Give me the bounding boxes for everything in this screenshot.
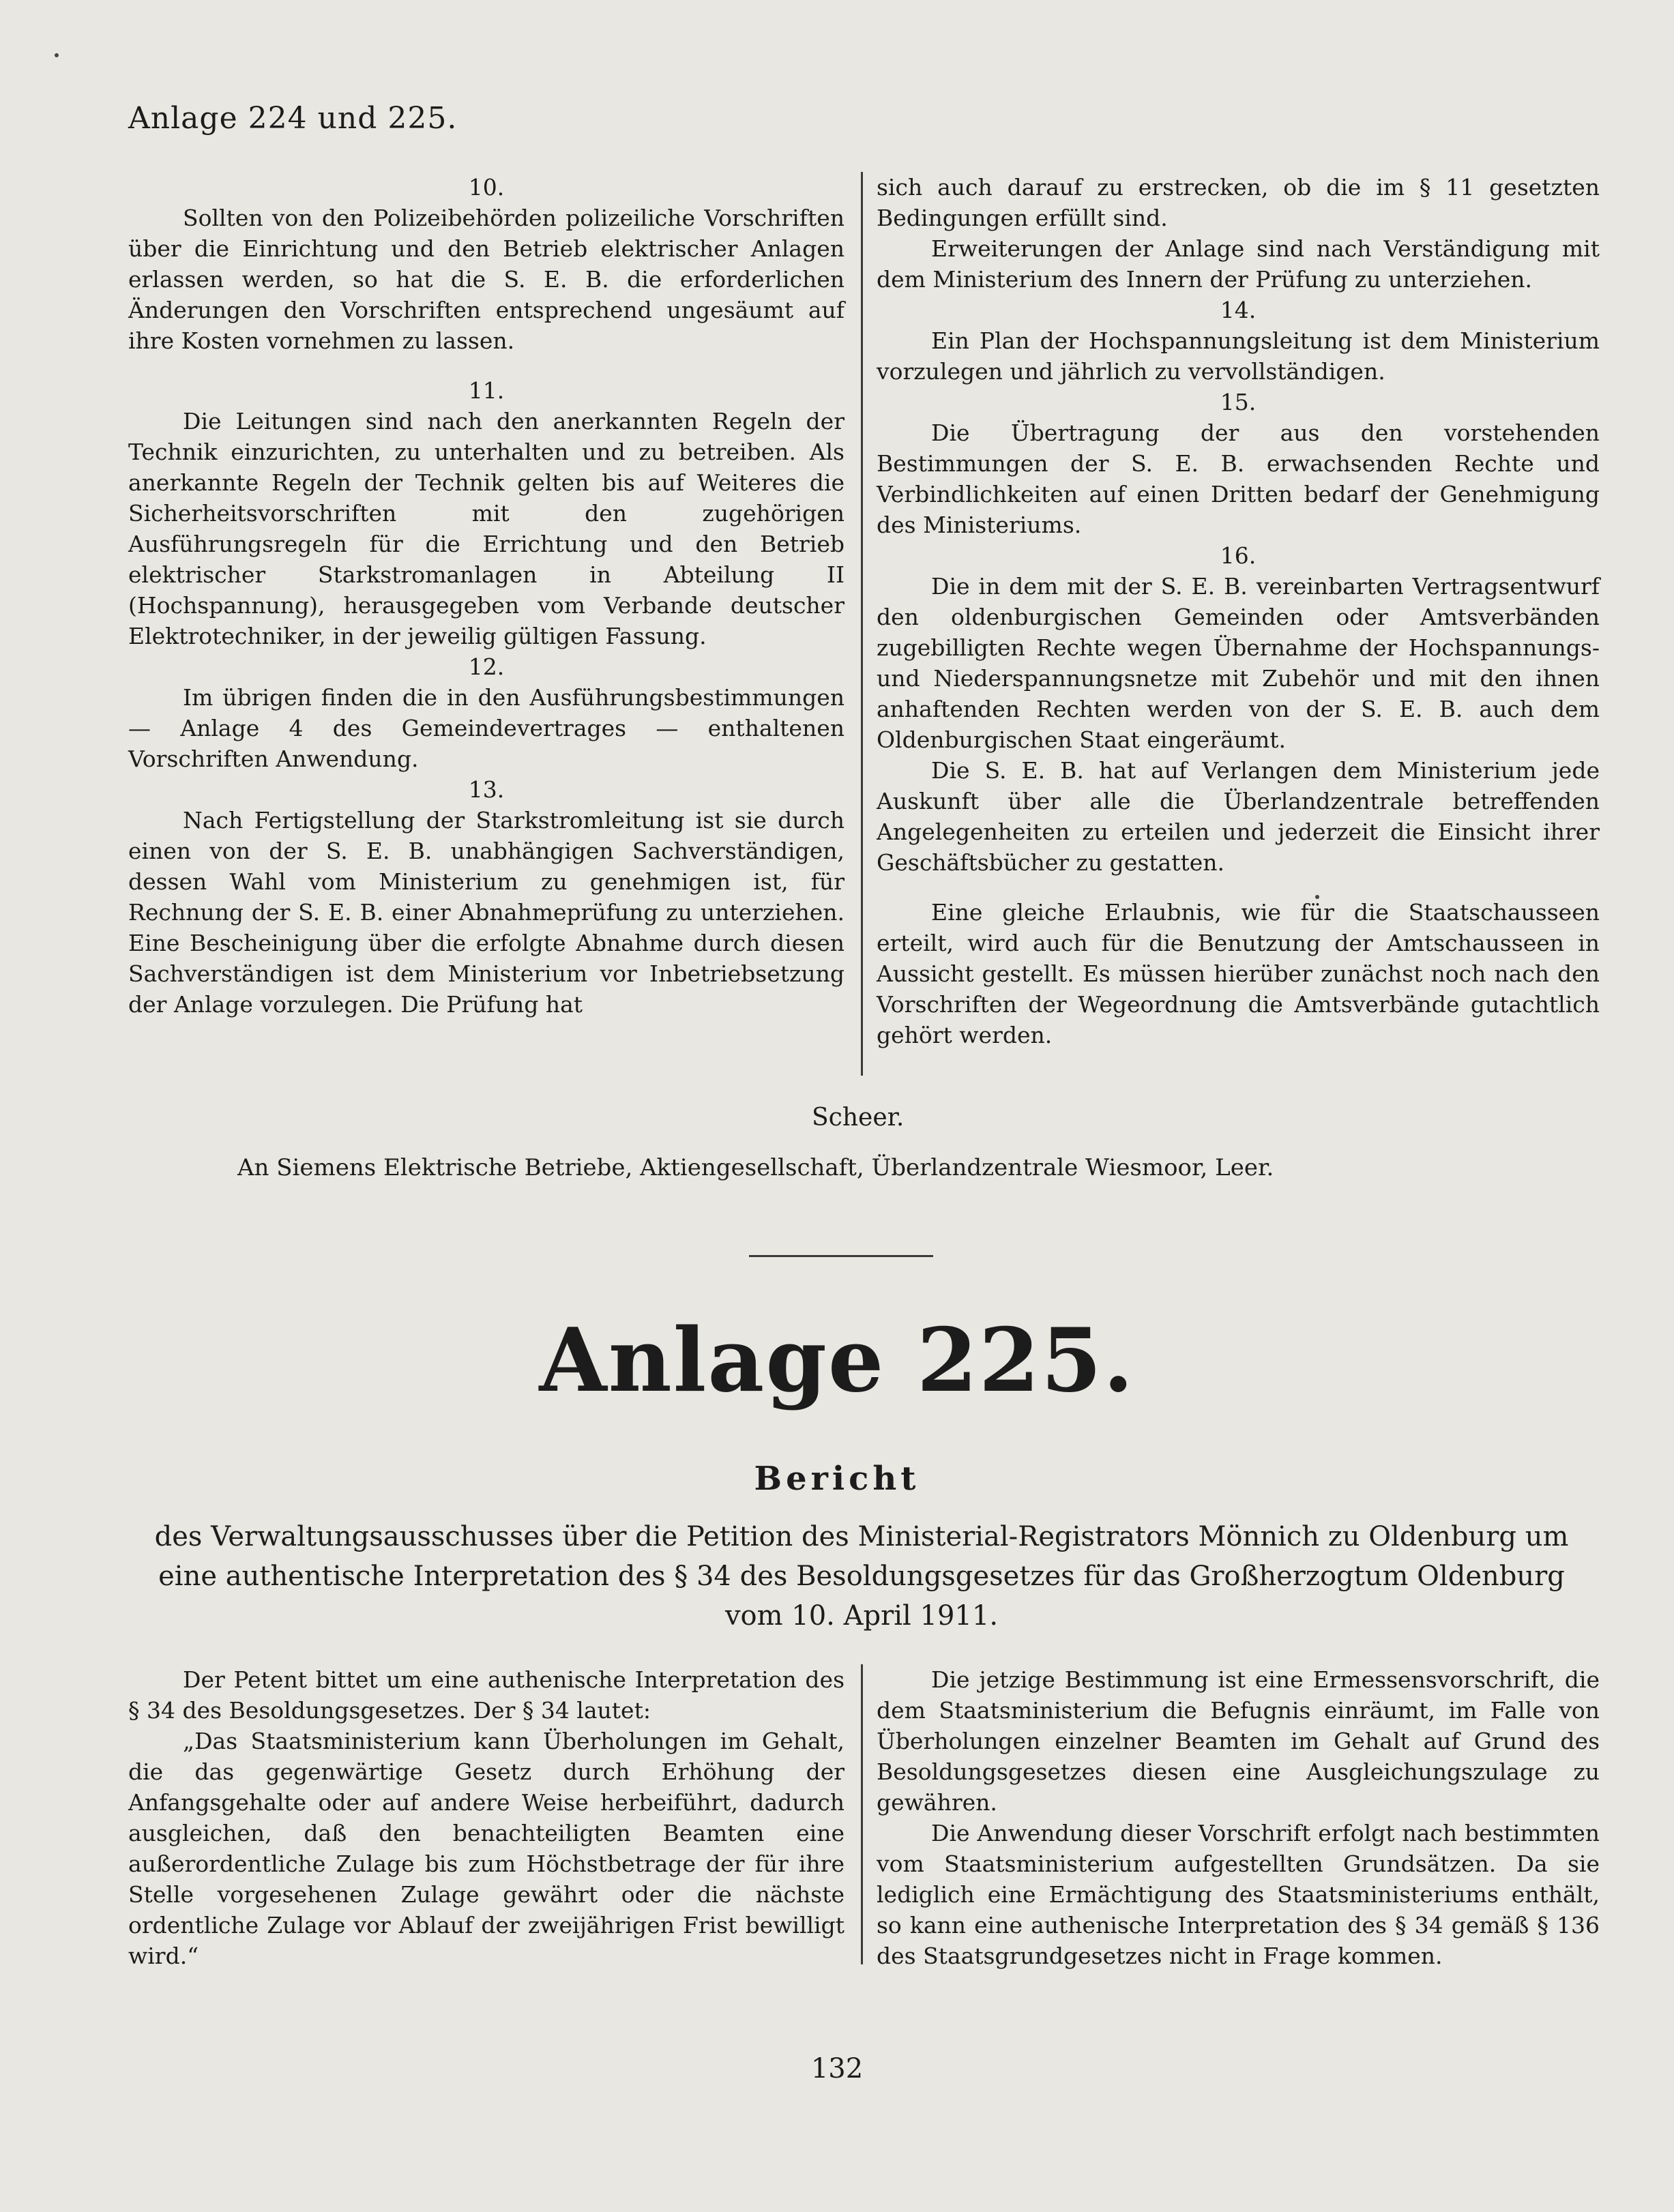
paragraph: Der Petent bittet um eine authenische Interpretation des § 34 des Besoldungsgesetzes. Der § 34 lautet: bbox=[128, 1666, 845, 1724]
section-number: 14. bbox=[1220, 297, 1257, 323]
quoted-paragraph: „Das Staatsministerium kann Überholungen im Gehalt, die das gegenwärtige Gesetz durch Erhöhung der Anfangsgehalte oder auf andere Weise herbeiführt, dadurch ausgleichen, daß den benachteiligten Beamten eine außerordentliche Zulage bis zum Höchstbetrage der für ihre Stelle vorgesehenen Zulage gewährt oder die nächste ordentliche Zulage vor Ablauf der zweijährigen Frist bewilligt wird.“ bbox=[128, 1728, 845, 1969]
paragraph: Die S. E. B. hat auf Verlangen dem Ministerium jede Auskunft über alle die Überlandzentrale betreffenden Angelegenheiten zu erteilen und jederzeit die Einsicht ihrer Geschäftsbücher zu gestatten. bbox=[877, 757, 1600, 876]
section-separator bbox=[749, 1255, 933, 1257]
paragraph: Die Anwendung dieser Vorschrift erfolgt nach bestimmten vom Staatsministerium aufgestellten Grundsätzen. Da sie lediglich eine Ermächtigung des Staatsministeriums enthält, so kann eine authenische Interpretation des § 34 gemäß § 136 des Staatsgrundgesetzes nicht in Frage kommen. bbox=[877, 1820, 1600, 1969]
section-number: 11. bbox=[468, 377, 505, 404]
spacer bbox=[877, 878, 1600, 897]
right-column-bottom bbox=[877, 1664, 1600, 1971]
signature: Scheer. bbox=[812, 1104, 905, 1132]
column-divider bbox=[861, 1664, 863, 1964]
paragraph: Die in dem mit der S. E. B. vereinbarten Vertragsentwurf den oldenburgischen Gemeinden oder Amtsverbänden zugebilligten Rechte wegen Übernahme der Hochspannungs- und Niederspannungsnetze mit Zubehör und mit den ihnen anhaftenden Rechten werden von der S. E. B. auch dem Oldenburgischen Staat eingeräumt. bbox=[877, 573, 1600, 753]
section-subtitle: Bericht bbox=[754, 1460, 920, 1498]
paragraph: Im übrigen finden die in den Ausführungsbestimmungen — Anlage 4 des Gemeindevertrages — enthaltenen Vorschriften Anwendung. bbox=[128, 684, 845, 772]
section-title: Anlage 225. bbox=[539, 1310, 1135, 1412]
left-column-top bbox=[128, 172, 845, 1020]
page-number: 132 bbox=[810, 2053, 864, 2084]
column-divider bbox=[861, 172, 863, 1076]
right-column-top bbox=[877, 172, 1600, 1050]
section-description: des Verwaltungsausschusses über die Petition des Ministerial-Registrators Mönnich zu Oldenburg um eine authentische Interpretation des § 34 des Besoldungsgesetzes für das Großherzogtum Oldenburg vom 10. April 1911. bbox=[154, 1521, 1569, 1632]
section-number: 16. bbox=[1220, 542, 1257, 569]
paragraph: Sollten von den Polizeibehörden polizeiliche Vorschriften über die Einrichtung und den Betrieb elektrischer Anlagen erlassen werden, so hat die S. E. B. die erforderlichen Änderungen den Vorschriften entsprechend ungesäumt auf ihre Kosten vornehmen zu lassen. bbox=[128, 205, 845, 354]
paragraph: Die Leitungen sind nach den anerkannten Regeln der Technik einzurichten, zu unterhalten und zu betreiben. Als anerkannte Regeln der Technik gelten bis auf Weiteres die Sicherheitsvorschriften mit den zugehörigen Ausführungsregeln für die Errichtung und den Betrieb elektrischer Starkstromanlagen in Abteilung II (Hochspannung), herausgegeben vom Verbande deutscher Elektrotechniker, in der jeweilig gültigen Fassung. bbox=[128, 408, 845, 649]
section-number: 15. bbox=[1220, 389, 1257, 415]
paragraph: Eine gleiche Erlaubnis, wie für die Staatschausseen erteilt, wird auch für die Benutzung der Amtschausseen in Aussicht gestellt. Es müssen hierüber zunächst noch nach den Vorschriften der Wegeordnung die Amtsverbände gutachtlich gehört werden. bbox=[877, 899, 1600, 1048]
paragraph: Die Übertragung der aus den vorstehenden Bestimmungen der S. E. B. erwachsenden Rechte und Verbindlichkeiten auf einen Dritten bedarf der Genehmigung des Ministeriums. bbox=[877, 419, 1600, 538]
paper-speck bbox=[55, 53, 59, 57]
paragraph: Ein Plan der Hochspannungsleitung ist dem Ministerium vorzulegen und jährlich zu vervollständigen. bbox=[877, 327, 1600, 385]
paragraph-continuation: sich auch darauf zu erstrecken, ob die im § 11 gesetzten Bedingungen erfüllt sind. bbox=[877, 174, 1600, 231]
spacer bbox=[128, 356, 845, 375]
page-header: Anlage 224 und 225. bbox=[128, 101, 458, 136]
section-number: 12. bbox=[468, 653, 505, 680]
paragraph: Die jetzige Bestimmung ist eine Ermessensvorschrift, die dem Staatsministerium die Befugnis einräumt, im Falle von Überholungen einzelner Beamten im Gehalt auf Grund des Besoldungsgesetzes diesen eine Ausgleichungszulage zu gewähren. bbox=[877, 1666, 1600, 1816]
left-column-bottom bbox=[128, 1664, 845, 1971]
paragraph: Erweiterungen der Anlage sind nach Verständigung mit dem Ministerium des Innern der Prüfung zu unterziehen. bbox=[877, 235, 1600, 293]
section-number: 10. bbox=[468, 174, 505, 201]
addressee: An Siemens Elektrische Betriebe, Aktiengesellschaft, Überlandzentrale Wiesmoor, Leer. bbox=[237, 1154, 1274, 1181]
paragraph: Nach Fertigstellung der Starkstromleitung ist sie durch einen von der S. E. B. unabhängigen Sachverständigen, dessen Wahl vom Ministerium zu genehmigen ist, für Rechnung der S. E. B. einer Abnahmeprüfung zu unterziehen. Eine Bescheinigung über die erfolgte Abnahme durch diesen Sachverständigen ist dem Ministerium vor Inbetriebsetzung der Anlage vorzulegen. Die Prüfung hat bbox=[128, 807, 845, 1018]
section-number: 13. bbox=[468, 776, 505, 803]
paper-speck bbox=[1315, 895, 1319, 899]
